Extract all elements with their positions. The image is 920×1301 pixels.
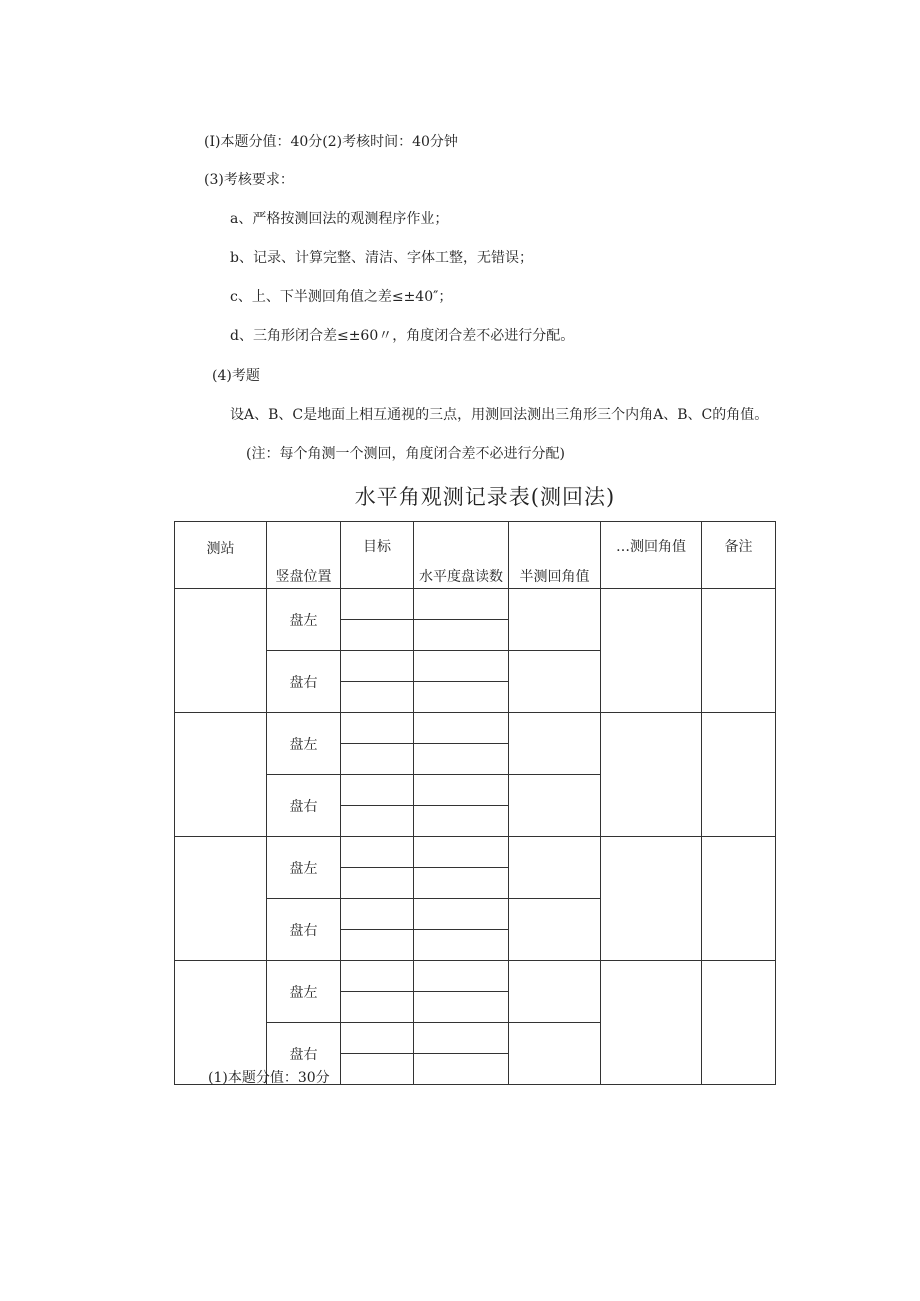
header-face-position: 竖盘位置 bbox=[267, 522, 341, 589]
header-target: 目标 bbox=[341, 522, 414, 589]
target-cell[interactable] bbox=[341, 1054, 414, 1085]
full-angle-cell[interactable] bbox=[601, 837, 702, 961]
remarks-cell[interactable] bbox=[702, 837, 776, 961]
table-title: 水平角观测记录表(测回法) bbox=[354, 485, 616, 509]
requirement-c: c、上、下半测回角值之差≤±40″； bbox=[230, 289, 453, 305]
header-half-angle: 半测回角值 bbox=[509, 522, 601, 589]
full-angle-cell[interactable] bbox=[601, 713, 702, 837]
reading-cell[interactable] bbox=[414, 992, 509, 1023]
face-left-label: 盘左 bbox=[267, 837, 341, 899]
reading-cell[interactable] bbox=[414, 1023, 509, 1054]
half-angle-cell[interactable] bbox=[509, 589, 601, 651]
half-angle-cell[interactable] bbox=[509, 961, 601, 1023]
target-cell[interactable] bbox=[341, 744, 414, 775]
station-cell[interactable] bbox=[175, 961, 267, 1085]
half-angle-cell[interactable] bbox=[509, 837, 601, 899]
target-cell[interactable] bbox=[341, 930, 414, 961]
target-cell[interactable] bbox=[341, 713, 414, 744]
reading-cell[interactable] bbox=[414, 775, 509, 806]
target-cell[interactable] bbox=[341, 682, 414, 713]
target-cell[interactable] bbox=[341, 806, 414, 837]
target-cell[interactable] bbox=[341, 992, 414, 1023]
face-right-label: 盘右 bbox=[267, 775, 341, 837]
intro-score-time: (I)本题分值：40分(2)考核时间：40分钟 bbox=[204, 134, 458, 150]
full-angle-cell[interactable] bbox=[601, 961, 702, 1085]
header-full-angle: …测回角值 bbox=[601, 522, 702, 589]
face-left-label: 盘左 bbox=[267, 713, 341, 775]
requirement-d: d、三角形闭合差≤±60〃，角度闭合差不必进行分配。 bbox=[230, 328, 575, 344]
table-row bbox=[175, 713, 776, 744]
reading-cell[interactable] bbox=[414, 744, 509, 775]
footer-score: (1)本题分值：30分 bbox=[208, 1070, 330, 1086]
target-cell[interactable] bbox=[341, 837, 414, 868]
question-label: (4)考题 bbox=[212, 368, 260, 384]
station-cell[interactable] bbox=[175, 589, 267, 713]
observation-record-table bbox=[174, 521, 776, 1085]
requirement-a: a、严格按测回法的观测程序作业； bbox=[230, 211, 449, 227]
remarks-cell[interactable] bbox=[702, 961, 776, 1085]
target-cell[interactable] bbox=[341, 1023, 414, 1054]
table-row bbox=[175, 837, 776, 868]
target-cell[interactable] bbox=[341, 899, 414, 930]
reading-cell[interactable] bbox=[414, 1054, 509, 1085]
half-angle-cell[interactable] bbox=[509, 713, 601, 775]
reading-cell[interactable] bbox=[414, 868, 509, 899]
reading-cell[interactable] bbox=[414, 806, 509, 837]
face-right-label: 盘右 bbox=[267, 899, 341, 961]
intro-requirements-heading: (3)考核要求： bbox=[204, 172, 294, 188]
station-cell[interactable] bbox=[175, 837, 267, 961]
table-row bbox=[175, 589, 776, 620]
question-note: (注：每个角测一个测回，角度闭合差不必进行分配) bbox=[246, 446, 565, 462]
reading-cell[interactable] bbox=[414, 620, 509, 651]
reading-cell[interactable] bbox=[414, 930, 509, 961]
face-right-label: 盘右 bbox=[267, 1023, 341, 1085]
reading-cell[interactable] bbox=[414, 899, 509, 930]
target-cell[interactable] bbox=[341, 620, 414, 651]
table-row bbox=[175, 961, 776, 992]
full-angle-cell[interactable] bbox=[601, 589, 702, 713]
half-angle-cell[interactable] bbox=[509, 899, 601, 961]
reading-cell[interactable] bbox=[414, 651, 509, 682]
face-right-label: 盘右 bbox=[267, 651, 341, 713]
header-remarks: 备注 bbox=[702, 522, 776, 589]
reading-cell[interactable] bbox=[414, 961, 509, 992]
header-reading: 水平度盘读数 bbox=[414, 522, 509, 589]
target-cell[interactable] bbox=[341, 961, 414, 992]
remarks-cell[interactable] bbox=[702, 589, 776, 713]
half-angle-cell[interactable] bbox=[509, 1023, 601, 1085]
reading-cell[interactable] bbox=[414, 837, 509, 868]
face-left-label: 盘左 bbox=[267, 961, 341, 1023]
remarks-cell[interactable] bbox=[702, 713, 776, 837]
station-cell[interactable] bbox=[175, 713, 267, 837]
half-angle-cell[interactable] bbox=[509, 775, 601, 837]
target-cell[interactable] bbox=[341, 775, 414, 806]
target-cell[interactable] bbox=[341, 589, 414, 620]
requirement-b: b、记录、计算完整、清洁、字体工整，无错误； bbox=[230, 250, 533, 266]
target-cell[interactable] bbox=[341, 868, 414, 899]
reading-cell[interactable] bbox=[414, 682, 509, 713]
target-cell[interactable] bbox=[341, 651, 414, 682]
header-station: 测站 bbox=[175, 522, 267, 589]
reading-cell[interactable] bbox=[414, 713, 509, 744]
reading-cell[interactable] bbox=[414, 589, 509, 620]
half-angle-cell[interactable] bbox=[509, 651, 601, 713]
face-left-label: 盘左 bbox=[267, 589, 341, 651]
question-text: 设A、B、C是地面上相互通视的三点，用测回法测出三角形三个内角A、B、C的角值。 bbox=[230, 407, 769, 423]
table-header-row bbox=[175, 522, 776, 589]
